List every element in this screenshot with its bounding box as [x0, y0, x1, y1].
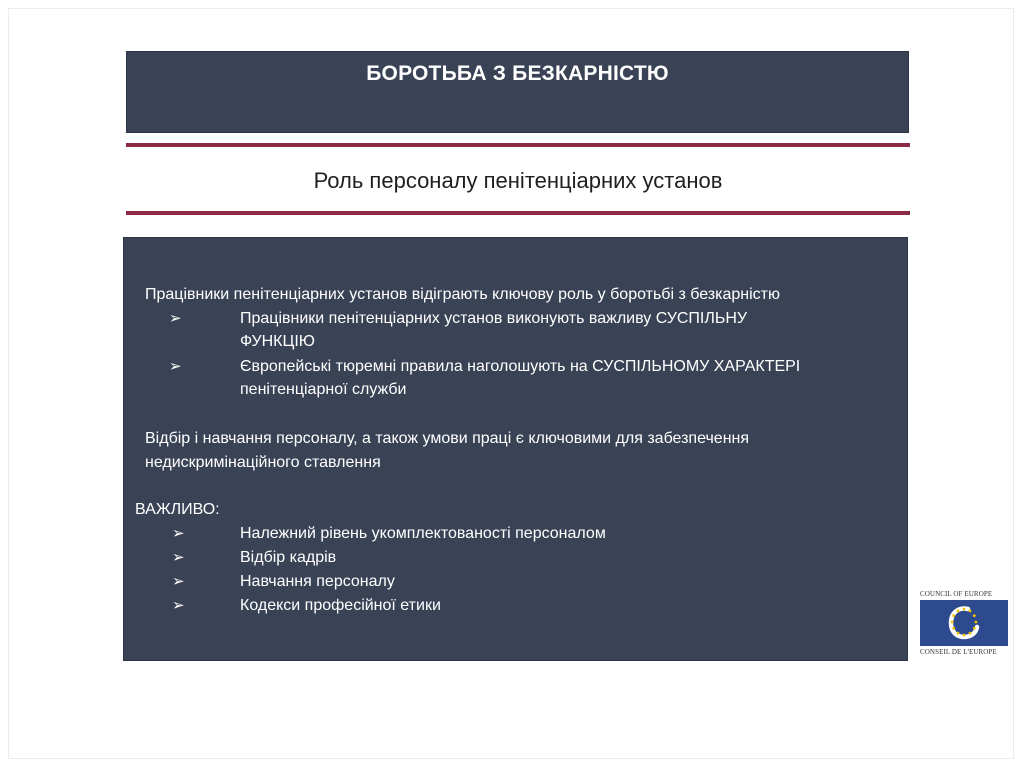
important-item: Відбір кадрів [240, 549, 337, 566]
intro-bullet-2-line-2: пенітенціарної служби [240, 381, 407, 398]
important-item: Належний рівень укомплектованості персоналом [240, 525, 606, 542]
slide-subtitle: Роль персоналу пенітенціарних установ [313, 168, 723, 193]
important-item: Кодекси професійної етики [240, 597, 441, 614]
logo-emblem [920, 600, 1008, 646]
selection-text-line-2: недискримінаційного ставлення [145, 454, 381, 471]
important-label: ВАЖЛИВО: [135, 501, 220, 518]
logo-bottom-text: CONSEIL DE L'EUROPE [920, 648, 997, 656]
slide-title: БОРОТЬБА З БЕЗКАРНІСТЮ [366, 62, 669, 85]
logo-top-text: COUNCIL OF EUROPE [920, 590, 993, 598]
council-of-europe-logo [920, 590, 1012, 660]
content-panel [123, 237, 908, 661]
title-banner [126, 51, 909, 133]
arrow-bullet-icon: ➢ [169, 310, 182, 327]
arrow-bullet-icon: ➢ [172, 525, 185, 542]
selection-text-line-1: Відбір і навчання персоналу, а також умови праці є ключовими для забезпечення [145, 430, 750, 447]
intro-text: Працівники пенітенціарних установ відіграють ключову роль у боротьбі з безкарністю [145, 286, 780, 303]
arrow-bullet-icon: ➢ [172, 549, 185, 566]
coe-emblem-icon [920, 600, 1008, 646]
important-item: Навчання персоналу [240, 573, 395, 590]
bottom-divider [126, 211, 910, 215]
intro-bullet-1-line-2: ФУНКЦІЮ [240, 333, 315, 350]
arrow-bullet-icon: ➢ [172, 573, 185, 590]
top-divider [126, 143, 910, 147]
arrow-bullet-icon: ➢ [172, 597, 185, 614]
arrow-bullet-icon: ➢ [169, 358, 182, 375]
intro-bullet-2-line-1: Європейські тюремні правила наголошують на СУСПІЛЬНОМУ ХАРАКТЕРІ [240, 358, 801, 375]
intro-bullet-1-line-1: Працівники пенітенціарних установ виконують важливу СУСПІЛЬНУ [240, 310, 748, 327]
